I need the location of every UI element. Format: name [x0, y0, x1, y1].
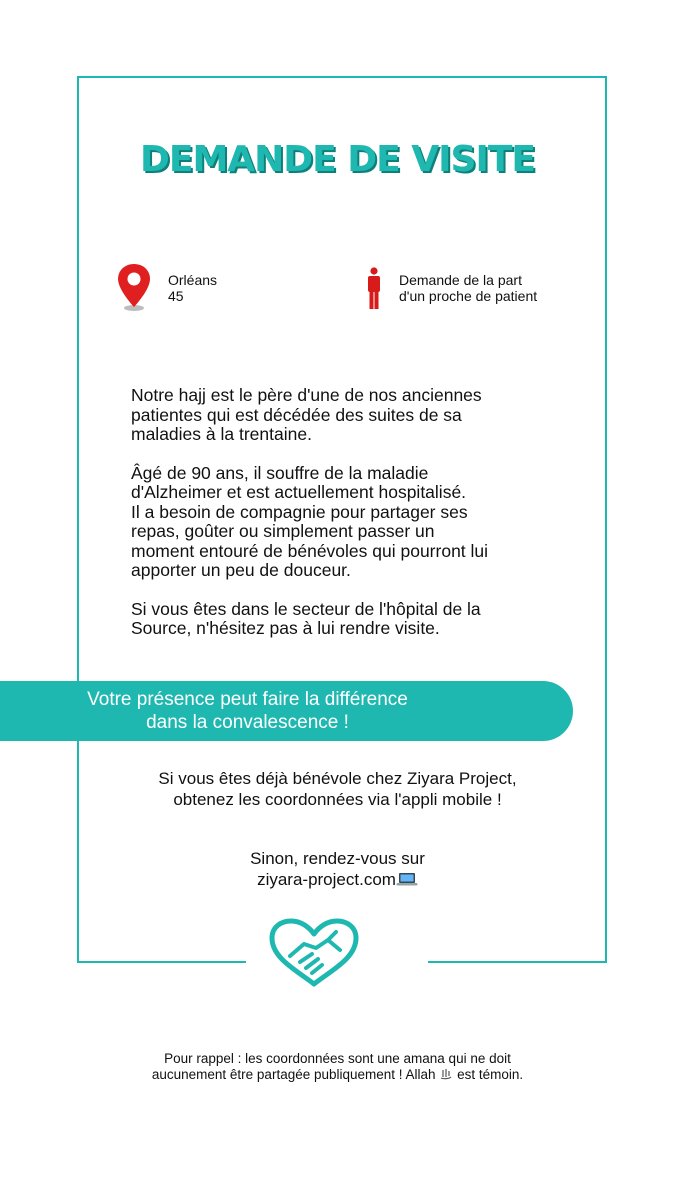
- volunteer-info: [0, 768, 675, 810]
- text-line: Âgé de 90 ans, il souffre de la maladie: [131, 462, 429, 483]
- text-line: maladies à la trentaine.: [131, 424, 312, 444]
- banner-line-1: Votre présence peut faire la différence: [87, 689, 408, 710]
- description-paragraph-1: [131, 386, 571, 445]
- text-line: repas, goûter ou simplement passer un: [131, 521, 435, 541]
- requester-line-1: Demande de la part: [399, 272, 522, 288]
- page-title: DEMANDE DE VISITE: [139, 139, 536, 180]
- text-line: Si vous êtes dans le secteur de l'hôpital de la: [131, 598, 481, 619]
- footer-line-2a: aucunement être partagée publiquement ! Allah: [151, 1067, 436, 1082]
- location-info: [168, 272, 217, 304]
- location-department: 45: [168, 288, 184, 304]
- calligraphy-icon: [439, 1067, 453, 1081]
- heart-handshake-logo-icon: [266, 918, 362, 988]
- requester-info: [399, 272, 537, 304]
- website-link[interactable]: ziyara-project.com: [257, 870, 396, 889]
- text-line: apporter un peu de douceur.: [131, 560, 351, 580]
- text-line: moment entouré de bénévoles qui pourront lui: [131, 540, 489, 561]
- footer-line-1: Pour rappel : les coordonnées sont une amana qui ne doit: [164, 1051, 511, 1066]
- description-paragraph-3: [131, 600, 571, 639]
- text-line: d'Alzheimer et est actuellement hospitalisé.: [131, 482, 467, 502]
- map-pin-icon: [115, 262, 153, 312]
- highlight-banner: [0, 681, 573, 741]
- person-icon: [366, 267, 382, 309]
- text-line: Notre hajj est le père d'une de nos anciennes: [131, 385, 482, 405]
- volunteer-line-2: obtenez les coordonnées via l'appli mobile !: [173, 790, 502, 809]
- description-paragraph-2: [131, 464, 571, 581]
- website-info: [0, 848, 675, 890]
- banner-line-2: dans la convalescence !: [146, 712, 349, 733]
- location-city: Orléans: [168, 272, 218, 288]
- footer-note: [0, 1051, 675, 1083]
- laptop-icon: [396, 872, 418, 886]
- text-line: Il a besoin de compagnie pour partager ses: [131, 501, 468, 522]
- description: [131, 386, 571, 658]
- text-line: patientes qui est décédée des suites de sa: [131, 404, 462, 425]
- requester-line-2: d'un proche de patient: [399, 288, 538, 304]
- text-line: Source, n'hésitez pas à lui rendre visite.: [131, 618, 440, 638]
- footer-line-2b: est témoin.: [457, 1067, 524, 1082]
- volunteer-line-1: Si vous êtes déjà bénévole chez Ziyara Project,: [158, 769, 517, 788]
- website-line-1: Sinon, rendez-vous sur: [250, 849, 425, 868]
